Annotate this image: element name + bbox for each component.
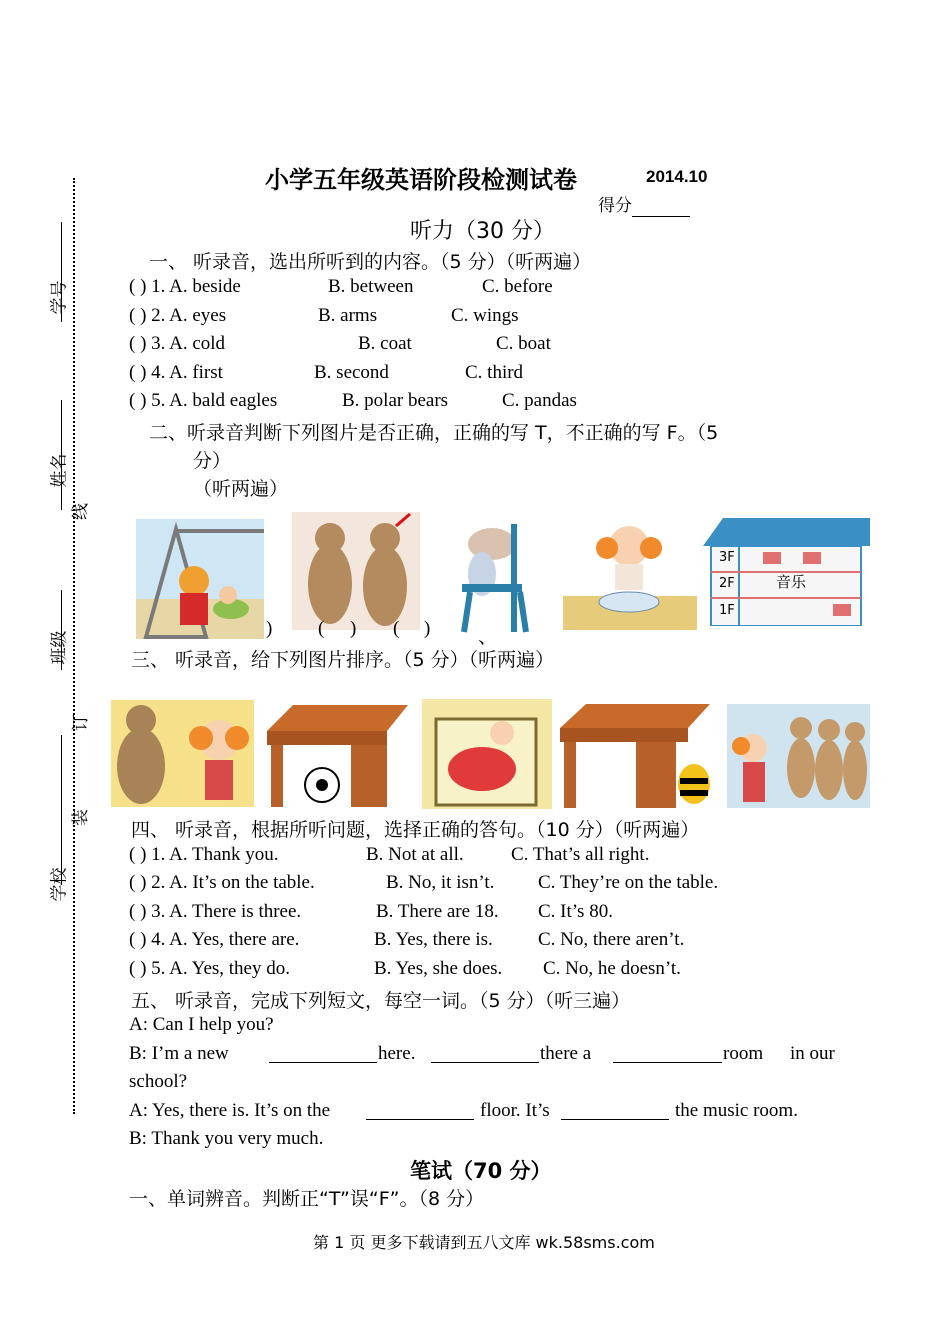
girl-bed-picture [422,699,552,809]
answer-mark: 、 [478,627,498,648]
fill-blank-2[interactable] [431,1062,539,1063]
q1-row-c: C. before [482,276,553,297]
q3-row-n: ( ) 3. A. cold [129,333,226,354]
desk-ball-picture [267,705,408,807]
answer-mark: ) [266,618,273,639]
dialog-line-2e: in our [790,1043,835,1064]
fill-blank-5[interactable] [561,1119,669,1120]
page-title: 小学五年级英语阶段检测试卷 [265,166,577,194]
answer-mark: ( [393,618,400,639]
q1-row-b: B. between [328,276,414,297]
q4-row-c: C. third [465,362,524,383]
dialog-line-4c: the music room. [675,1100,798,1121]
q1-row-n: ( ) 1. A. beside [129,276,241,297]
dialog-line-4b: floor. It’s [480,1100,550,1121]
floor-2f: 2F [719,576,735,591]
p4-q3-c: C. It’s 80. [538,901,613,922]
q5-row-c: C. pandas [502,390,577,411]
dialog-line-2d: room [723,1043,764,1064]
part2-note: （听两遍） [193,478,289,500]
p4-q2-b: B. No, it isn’t. [386,872,495,893]
tiger-swing-picture [136,519,264,639]
fill-blank-3[interactable] [613,1062,722,1063]
bind-label: 装 [71,809,91,826]
part2-title: 二、听录音判断下列图片是否正确，正确的写 T，不正确的写 F。（5 [149,422,719,444]
school-label: 学校 [49,867,70,902]
q3-row-c: C. boat [496,333,551,354]
q2-row-b: B. arms [318,305,378,326]
part1-title: 一、 听录音，选出所听到的内容。（5 分）（听两遍） [149,251,592,273]
score-blank [632,196,690,217]
class-label: 班级 [49,630,70,665]
dialog-line-5: B: Thank you very much. [129,1128,324,1149]
dialog-line-4a: A: Yes, there is. It’s on the [129,1100,331,1121]
p4-q1-c: C. That’s all right. [511,844,650,865]
order-label: 订 [71,714,91,731]
answer-mark: ) [350,618,357,639]
name-label: 姓名 [49,453,70,488]
fill-blank-1[interactable] [269,1062,377,1063]
answer-mark: ) [424,618,431,639]
p4-q3-n: ( ) 3. A. There is three. [129,901,302,922]
p4-q5-c: C. No, he doesn’t. [543,958,681,979]
fill-blank-4[interactable] [366,1119,474,1120]
p4-q4-b: B. Yes, there is. [374,929,493,950]
bear-girl-picture [111,700,254,807]
school-blank [61,735,62,885]
part4-title: 四、 听录音，根据所听问题，选择正确的答句。（10 分）（听两遍） [131,819,700,841]
q5-row-n: ( ) 5. A. bald eagles [129,390,278,411]
dialog-line-2c: there a [540,1043,592,1064]
q2-row-n: ( ) 2. A. eyes [129,305,227,326]
score-label: 得分 [598,196,632,216]
p4-q5-n: ( ) 5. A. Yes, they do. [129,958,290,979]
dialog-line-3: school? [129,1071,188,1092]
bears-picture [292,512,420,630]
mouse-chair-picture [442,514,544,634]
page-footer: 第 1 页 更多下载请到五八文库 wk.58sms.com [313,1233,655,1252]
line-label: 线 [71,503,91,520]
floor-3f: 3F [719,550,735,565]
p4-q1-b: B. Not at all. [366,844,464,865]
floor-1f: 1F [719,603,735,618]
p4-q2-n: ( ) 2. A. It’s on the table. [129,872,315,893]
q3-row-b: B. coat [358,333,412,354]
q4-row-b: B. second [314,362,389,383]
part2-title-cont: 分） [193,450,232,472]
p4-q3-b: B. There are 18. [376,901,499,922]
music-room-label: 音乐 [776,573,807,591]
part3-title: 三、 听录音，给下列图片排序。（5 分）（听两遍） [131,649,555,671]
exam-date: 2014.10 [646,167,708,186]
q5-row-b: B. polar bears [342,390,449,411]
p4-q5-b: B. Yes, she does. [374,958,503,979]
p4-q4-n: ( ) 4. A. Yes, there are. [129,929,300,950]
p4-q4-c: C. No, there aren’t. [538,929,685,950]
dialog-line-2b: here. [378,1043,416,1064]
dialog-line-2a: B: I’m a new [129,1043,229,1064]
desk-bee-picture [560,704,710,808]
score-field [598,191,690,217]
dialog-line-1: A: Can I help you? [129,1014,274,1035]
q2-row-c: C. wings [451,305,519,326]
p4-q2-c: C. They’re on the table. [538,872,719,893]
answer-mark: ( [318,618,325,639]
q4-row-n: ( ) 4. A. first [129,362,223,383]
student-no-label: 学号 [49,280,70,315]
binding-dotted-line [73,178,75,1114]
writing-heading: 笔试（70 分） [410,1159,552,1183]
writing-part1-title: 一、单词辨音。判断正“T”误“F”。（8 分） [129,1188,485,1210]
listening-heading: 听力（30 分） [410,219,555,244]
part5-title: 五、 听录音，完成下列短文，每空一词。（5 分）（听三遍） [131,990,631,1012]
girl-bowl-picture [563,516,697,630]
girl-three-bears-picture [727,704,870,808]
p4-q1-n: ( ) 1. A. Thank you. [129,844,279,865]
